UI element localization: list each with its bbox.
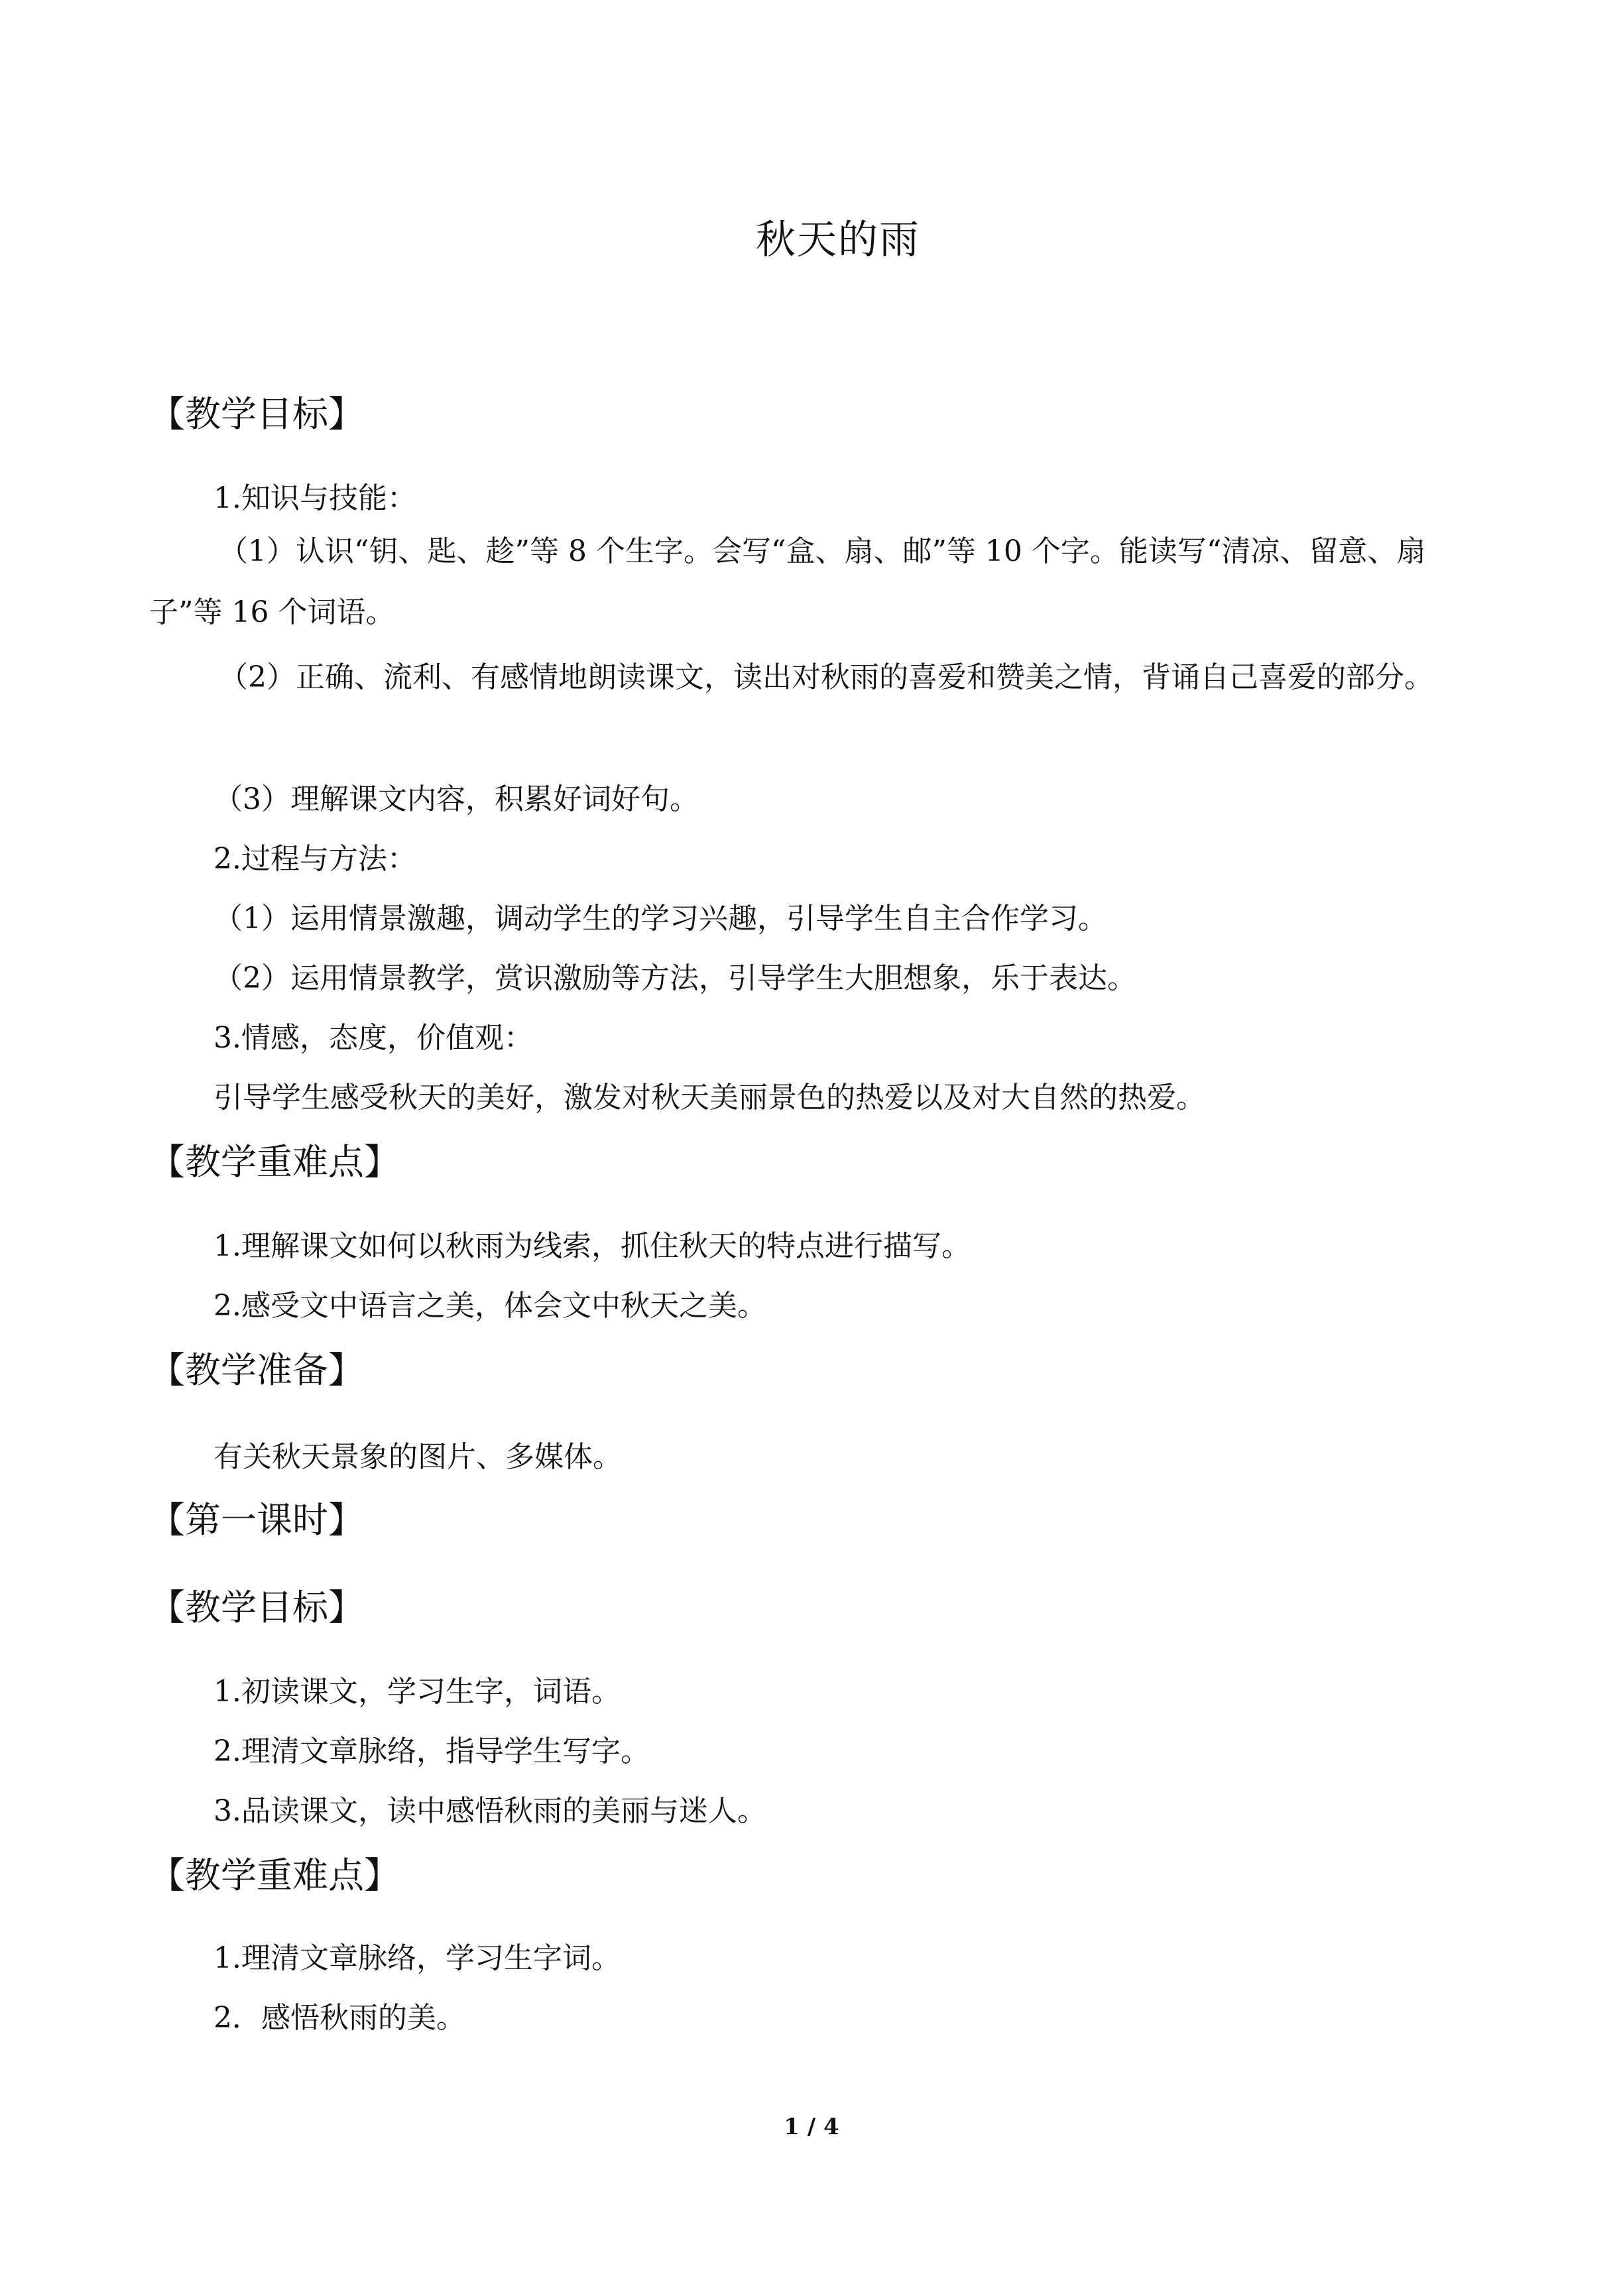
- paragraph: （3）理解课文内容，积累好词好句。: [213, 782, 699, 816]
- document-title: 秋天的雨: [756, 217, 920, 263]
- paragraph: （2）运用情景教学，赏识激励等方法，引导学生大胆想象，乐于表达。: [213, 961, 1136, 995]
- section-heading-preparation: 【教学准备】: [149, 1349, 364, 1391]
- section-heading-teaching-goals: 【教学目标】: [149, 393, 364, 435]
- paragraph: 引导学生感受秋天的美好，激发对秋天美丽景色的热爱以及对大自然的热爱。: [213, 1081, 1205, 1115]
- page-number: 1 / 4: [784, 2114, 839, 2140]
- paragraph: （2）正确、流利、有感情地朗读课文，读出对秋雨的喜爱和赞美之情，背诵自己喜爱的部分。: [219, 660, 1433, 694]
- paragraph: 1.知识与技能：: [213, 481, 416, 515]
- paragraph: 1.理解课文如何以秋雨为线索，抓住秋天的特点进行描写。: [213, 1229, 971, 1263]
- paragraph: 2.理清文章脉络，指导学生写字。: [213, 1734, 650, 1768]
- paragraph: 2．感悟秋雨的美。: [213, 2001, 465, 2035]
- paragraph: 2.过程与方法：: [213, 842, 416, 876]
- paragraph: 有关秋天景象的图片、多媒体。: [213, 1440, 622, 1474]
- paragraph: 1.初读课文，学习生字，词语。: [213, 1675, 621, 1709]
- section-heading-first-lesson: 【第一课时】: [149, 1499, 364, 1541]
- section-heading-key-points: 【教学重难点】: [149, 1854, 400, 1896]
- section-heading-teaching-goals: 【教学目标】: [149, 1587, 364, 1628]
- paragraph: （1）认识“钥、匙、趁”等 8 个生字。会写“盒、扇、邮”等 10 个字。能读写“清凉、留意、扇子”等 16 个词语。: [149, 534, 1426, 629]
- paragraph: 3.品读课文，读中感悟秋雨的美丽与迷人。: [213, 1794, 766, 1828]
- paragraph: （1）运用情景激趣，调动学生的学习兴趣，引导学生自主合作学习。: [213, 902, 1107, 936]
- paragraph: 1.理清文章脉络，学习生字词。: [213, 1941, 621, 1975]
- paragraph: 2.感受文中语言之美，体会文中秋天之美。: [213, 1289, 766, 1323]
- paragraph: 3.情感，态度，价值观：: [213, 1021, 533, 1055]
- section-heading-key-points: 【教学重难点】: [149, 1141, 400, 1183]
